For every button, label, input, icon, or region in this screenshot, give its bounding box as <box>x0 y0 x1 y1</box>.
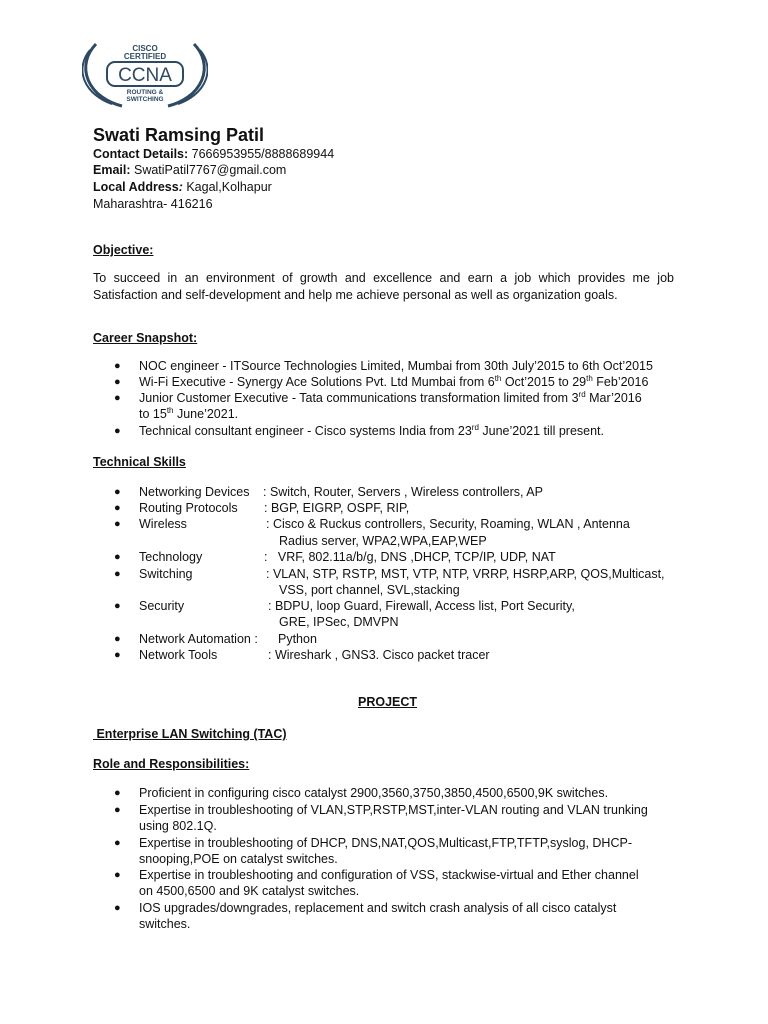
roles-heading: Role and Responsibilities: <box>93 757 250 771</box>
bullet: ● <box>114 633 121 645</box>
bullet: ● <box>114 902 121 914</box>
role-item-continuation: snooping,POE on catalyst switches. <box>139 852 338 866</box>
skill-value: : BGP, EIGRP, OSPF, RIP, <box>264 501 410 515</box>
skill-value: : Cisco & Ruckus controllers, Security, Roaming, WLAN , Antenna <box>266 517 630 531</box>
address-value: Kagal,Kolhapur <box>182 180 272 194</box>
skill-value: Python <box>278 632 317 646</box>
bullet: ● <box>114 376 121 388</box>
logo-routing-text: ROUTING & <box>126 89 164 96</box>
bullet: ● <box>114 804 121 816</box>
candidate-name: Swati Ramsing Patil <box>93 125 265 145</box>
career-item: Junior Customer Executive - Tata communications transformation limited from 3rd Mar’2016 <box>139 389 642 405</box>
role-item-continuation: switches. <box>139 917 191 931</box>
skill-label: Switching <box>139 567 193 581</box>
bullet: ● <box>114 787 121 799</box>
bullet: ● <box>114 649 121 661</box>
bullet: ● <box>114 551 121 563</box>
skill-label: Technology <box>139 550 203 564</box>
bullet: ● <box>114 869 121 881</box>
bullet: ● <box>114 600 121 612</box>
skill-value: : VRF, 802.11a/b/g, DNS ,DHCP, TCP/IP, UDP, NAT <box>264 550 556 564</box>
role-item: Proficient in configuring cisco catalyst 2900,3560,3750,3850,4500,6500,9K switches. <box>139 786 609 800</box>
bullet: ● <box>114 568 121 580</box>
email-value[interactable]: SwatiPatil7767@gmail.com <box>130 163 287 177</box>
role-item-continuation: on 4500,6500 and 9K catalyst switches. <box>139 884 360 898</box>
skill-value-continuation: Radius server, WPA2,WPA,EAP,WEP <box>279 534 487 548</box>
bullet: ● <box>114 360 121 372</box>
skill-value: : Wireshark , GNS3. Cisco packet tracer <box>268 648 490 662</box>
email-line <box>93 162 286 178</box>
bullet: ● <box>114 518 121 530</box>
role-item: Expertise in troubleshooting of VLAN,STP,RSTP,MST,inter-VLAN routing and VLAN trunking <box>139 803 648 817</box>
career-item: NOC engineer - ITSource Technologies Limited, Mumbai from 30th July’2015 to 6th Oct’2015 <box>139 359 653 373</box>
skill-value: : VLAN, STP, RSTP, MST, VTP, NTP, VRRP, HSRP,ARP, QOS,Multicast, <box>266 567 665 581</box>
bullet: ● <box>114 392 121 404</box>
project-heading: PROJECT <box>358 695 418 709</box>
skill-value: : Switch, Router, Servers , Wireless controllers, AP <box>263 485 543 499</box>
ccna-logo <box>82 40 208 108</box>
bullet: ● <box>114 837 121 849</box>
logo-switching-text: SWITCHING <box>126 96 164 103</box>
career-heading: Career Snapshot: <box>93 331 198 345</box>
project-title: Enterprise LAN Switching (TAC) <box>93 727 287 741</box>
role-item: Expertise in troubleshooting and configuration of VSS, stackwise-virtual and Ether channel <box>139 868 639 882</box>
logo-cisco-text: CISCO <box>132 44 158 53</box>
career-item: Wi-Fi Executive - Synergy Ace Solutions Pvt. Ltd Mumbai from 6th Oct’2015 to 29th Feb’2016 <box>139 373 649 389</box>
skill-label: Routing Protocols <box>139 501 238 515</box>
skill-value-continuation: VSS, port channel, SVL,stacking <box>279 583 460 597</box>
address-colon: : <box>178 180 183 194</box>
skill-label: Security <box>139 599 185 613</box>
skill-value: : BDPU, loop Guard, Firewall, Access list, Port Security, <box>268 599 575 613</box>
skill-label: Network Tools <box>139 648 218 662</box>
skill-label: Wireless <box>139 517 187 531</box>
logo-ccna-text: CCNA <box>118 65 172 86</box>
skills-heading: Technical Skills <box>93 455 186 469</box>
career-item: Technical consultant engineer - Cisco systems India from 23rd June’2021 till present. <box>139 422 605 438</box>
skill-label: Network Automation : <box>139 632 258 646</box>
bullet: ● <box>114 425 121 437</box>
objective-text: To succeed in an environment of growth and excellence and earn a job which provides me job Satisfaction and self-development and help me achieve personal as well as organization goals. <box>93 271 674 302</box>
address-line <box>93 179 272 195</box>
address-label: Local Address <box>93 180 179 194</box>
email-label: Email: <box>93 163 131 177</box>
career-item-continuation: to 15th June’2021. <box>139 405 239 421</box>
skill-label: Networking Devices <box>139 485 250 499</box>
contact-details <box>93 146 334 162</box>
address-line-2: Maharashtra- 416216 <box>93 197 213 211</box>
logo-certified-text: CERTIFIED <box>123 52 167 61</box>
role-item: Expertise in troubleshooting of DHCP, DNS,NAT,QOS,Multicast,FTP,TFTP,syslog, DHCP- <box>139 836 632 850</box>
role-item-continuation: using 802.1Q. <box>139 819 217 833</box>
skill-value-continuation: GRE, IPSec, DMVPN <box>279 615 399 629</box>
role-item: IOS upgrades/downgrades, replacement and switch crash analysis of all cisco catalyst <box>139 901 617 915</box>
contact-label: Contact Details: <box>93 147 189 161</box>
bullet: ● <box>114 486 121 498</box>
objective-heading: Objective: <box>93 243 154 257</box>
bullet: ● <box>114 502 121 514</box>
contact-value: 7666953955/8888689944 <box>188 147 335 161</box>
